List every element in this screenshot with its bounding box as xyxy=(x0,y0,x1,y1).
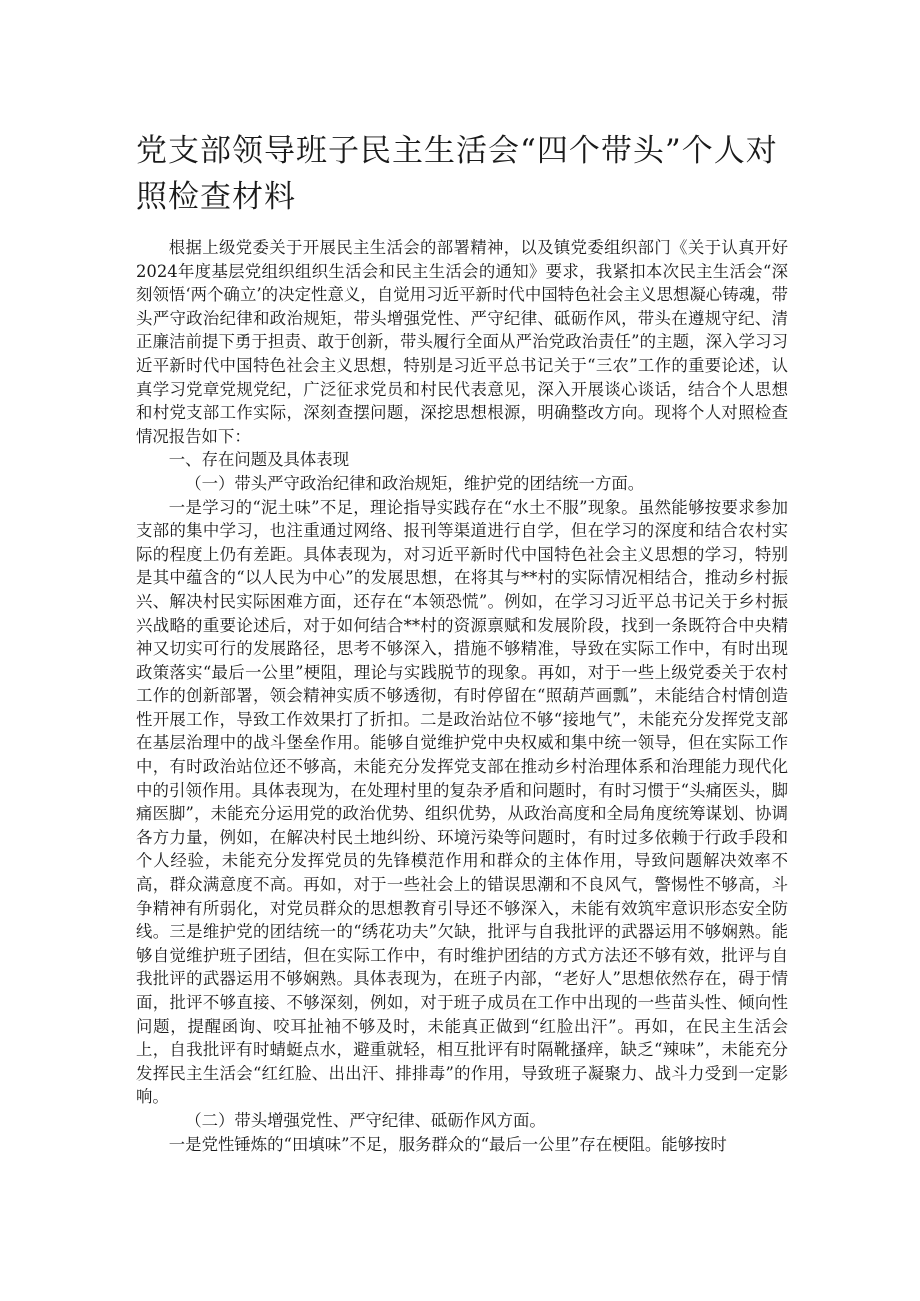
subsection-body-political-discipline: 一是学习的“泥土味”不足，理论指导实践存在“水土不服”现象。虽然能够按要求参加支部的集中学习，也注重通过网络、报刊等渠道进行自学，但在学习的深度和结合农村实际的程度上仍有差距。具体表现为，对习近平新时代中国特色社会主义思想的学习，特别是其中蕴含的“以人民为中心”的发展思想，在将其与**村的实际情况相结合，推动乡村振兴、解决村民实际困难方面，还存在“本领恐慌”。例如，在学习习近平总书记关于乡村振兴战略的重要论述后，对于如何结合**村的资源禀赋和发展阶段，找到一条既符合中央精神又切实可行的发展路径，思考不够深入，措施不够精准，导致在实际工作中，有时出现政策落实“最后一公里”梗阻，理论与实践脱节的现象。再如，对于一些上级党委关于农村工作的创新部署，领会精神实质不够透彻，有时停留在“照葫芦画瓢”，未能结合村情创造性开展工作，导致工作效果打了折扣。二是政治站位不够“接地气”，未能充分发挥党支部在基层治理中的战斗堡垒作用。能够自觉维护党中央权威和集中统一领导，但在实际工作中，有时政治站位还不够高，未能充分发挥党支部在推动乡村治理体系和治理能力现代化中的引领作用。具体表现为，在处理村里的复杂矛盾和问题时，有时习惯于“头痛医头，脚痛医脚”，未能充分运用党的政治优势、组织优势，从政治高度和全局角度统筹谋划、协调各方力量，例如，在解决村民土地纠纷、环境污染等问题时，有时过多依赖于行政手段和个人经验，未能充分发挥党员的先锋模范作用和群众的主体作用，导致问题解决效率不高，群众满意度不高。再如，对于一些社会上的错误思潮和不良风气，警惕性不够高，斗争精神有所弱化，对党员群众的思想教育引导还不够深入，未能有效筑牢意识形态安全防线。三是维护党的团结统一的“绣花功夫”欠缺，批评与自我批评的武器运用不够娴熟。能够自觉维护班子团结，但在实际工作中，有时维护团结的方式方法还不够有效，批评与自我批评的武器运用不够娴熟。具体表现为，在班子内部，“老好人”思想依然存在，碍于情面，批评不够直接、不够深刻，例如，对于班子成员在工作中出现的一些苗头性、倾向性问题，提醒函询、咬耳扯袖不够及时，未能真正做到“红脸出汗”。再如，在民主生活会上，自我批评有时蜻蜓点水，避重就轻，相互批评有时隔靴搔痒，缺乏“辣味”，未能充分发挥民主生活会“红红脸、出出汗、排排毒”的作用，导致班子凝聚力、战斗力受到一定影响。 xyxy=(136,497,788,1107)
document-body xyxy=(136,236,788,1156)
section-heading-problems: 一、存在问题及具体表现 xyxy=(168,450,350,470)
document-title: 党支部领导班子民主生活会“四个带头”个人对照检查材料 xyxy=(136,133,778,215)
intro-paragraph: 根据上级党委关于开展民主生活会的部署精神，以及镇党委组织部门《关于认真开好2024年度基层党组织组织生活会和民主生活会的通知》要求，我紧扣本次民主生活会“深刻领悟‘两个确立’的决定性意义，自觉用习近平新时代中国特色社会主义思想凝心铸魂，带头严守政治纪律和政治规矩，带头增强党性、严守纪律、砥砺作风，带头在遵规守纪、清正廉洁前提下勇于担责、敢于创新，带头履行全面从严治党政治责任”的主题，深入学习习近平新时代中国特色社会主义思想，特别是习近平总书记关于“三农”工作的重要论述，认真学习党章党规党纪，广泛征求党员和村民代表意见，深入开展谈心谈话，结合个人思想和村党支部工作实际，深刻查摆问题，深挖思想根源，明确整改方向。现将个人对照检查情况报告如下： xyxy=(136,238,788,446)
subsection-heading-party-spirit: （二）带头增强党性、严守纪律、砥砺作风方面。 xyxy=(185,1110,546,1130)
subsection-body-party-spirit: 一是党性锤炼的“田填味”不足，服务群众的“最后一公里”存在梗阻。能够按时 xyxy=(168,1134,727,1154)
subsection-heading-political-discipline: （一）带头严守政治纪律和政治规矩，维护党的团结统一方面。 xyxy=(185,473,645,493)
